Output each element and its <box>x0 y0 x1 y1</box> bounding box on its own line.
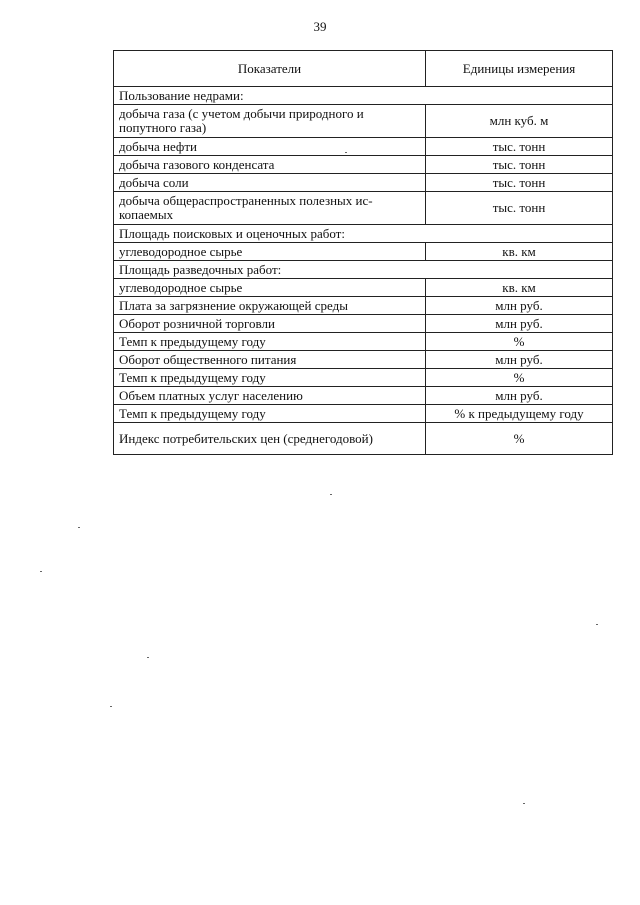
unit-cell: млн руб. <box>426 387 613 405</box>
unit-cell: тыс. тонн <box>426 192 613 225</box>
scan-speck <box>596 624 598 625</box>
indicator-cell: Оборот розничной торговли <box>114 315 426 333</box>
table-row <box>114 243 613 261</box>
section-title: Площадь разведочных работ: <box>114 261 613 279</box>
table-header-row <box>114 51 613 87</box>
unit-cell: млн руб. <box>426 351 613 369</box>
unit-cell: % к предыдущему году <box>426 405 613 423</box>
section-title: Площадь поисковых и оценочных работ: <box>114 225 613 243</box>
table-section-row <box>114 87 613 105</box>
unit-cell: тыс. тонн <box>426 138 613 156</box>
table-row <box>114 387 613 405</box>
table-row <box>114 369 613 387</box>
indicator-cell: Темп к предыдущему году <box>114 405 426 423</box>
page-number: 39 <box>313 19 327 34</box>
indicator-cell: углеводородное сырье <box>114 243 426 261</box>
unit-cell: кв. км <box>426 279 613 297</box>
unit-cell: % <box>426 333 613 351</box>
indicator-cell: добыча газа (с учетом добычи природного и попутного газа) <box>114 105 426 138</box>
indicator-cell: Темп к предыдущему году <box>114 333 426 351</box>
unit-cell: кв. км <box>426 243 613 261</box>
scan-speck <box>110 706 112 707</box>
indicator-cell: Объем платных услуг населению <box>114 387 426 405</box>
header-indicators: Показатели <box>114 51 426 87</box>
table-row <box>114 138 613 156</box>
indicator-cell: Оборот общественного питания <box>114 351 426 369</box>
scan-speck <box>78 527 80 528</box>
scan-speck <box>40 571 42 572</box>
unit-cell: млн руб. <box>426 315 613 333</box>
scan-speck <box>330 494 332 495</box>
scan-speck <box>523 803 525 804</box>
indicator-cell: Плата за загрязнение окружающей среды <box>114 297 426 315</box>
table-row <box>114 351 613 369</box>
table-row <box>114 297 613 315</box>
indicator-cell: добыча соли <box>114 174 426 192</box>
unit-cell: тыс. тонн <box>426 174 613 192</box>
unit-cell: % <box>426 369 613 387</box>
table-row <box>114 105 613 138</box>
indicators-table-body <box>114 51 613 455</box>
unit-cell: тыс. тонн <box>426 156 613 174</box>
indicator-cell: Темп к предыдущему году <box>114 369 426 387</box>
table-section-row <box>114 261 613 279</box>
unit-cell: млн куб. м <box>426 105 613 138</box>
table-section-row <box>114 225 613 243</box>
table-row <box>114 423 613 455</box>
indicator-cell: Индекс потребительских цен (среднегодовой) <box>114 423 426 455</box>
indicator-cell: добыча газового конденсата <box>114 156 426 174</box>
header-units: Единицы измерения <box>426 51 613 87</box>
indicator-cell: добыча нефти <box>114 138 426 156</box>
indicator-cell: добыча общераспространенных полезных ис-копаемых <box>114 192 426 225</box>
table-row <box>114 315 613 333</box>
scan-speck <box>345 152 347 153</box>
table-row <box>114 192 613 225</box>
indicator-cell: углеводородное сырье <box>114 279 426 297</box>
table-row <box>114 174 613 192</box>
unit-cell: % <box>426 423 613 455</box>
table-row <box>114 156 613 174</box>
scan-speck <box>147 657 149 658</box>
table-row <box>114 333 613 351</box>
table-row <box>114 279 613 297</box>
section-title: Пользование недрами: <box>114 87 613 105</box>
unit-cell: млн руб. <box>426 297 613 315</box>
table-row <box>114 405 613 423</box>
indicators-table <box>113 50 613 455</box>
